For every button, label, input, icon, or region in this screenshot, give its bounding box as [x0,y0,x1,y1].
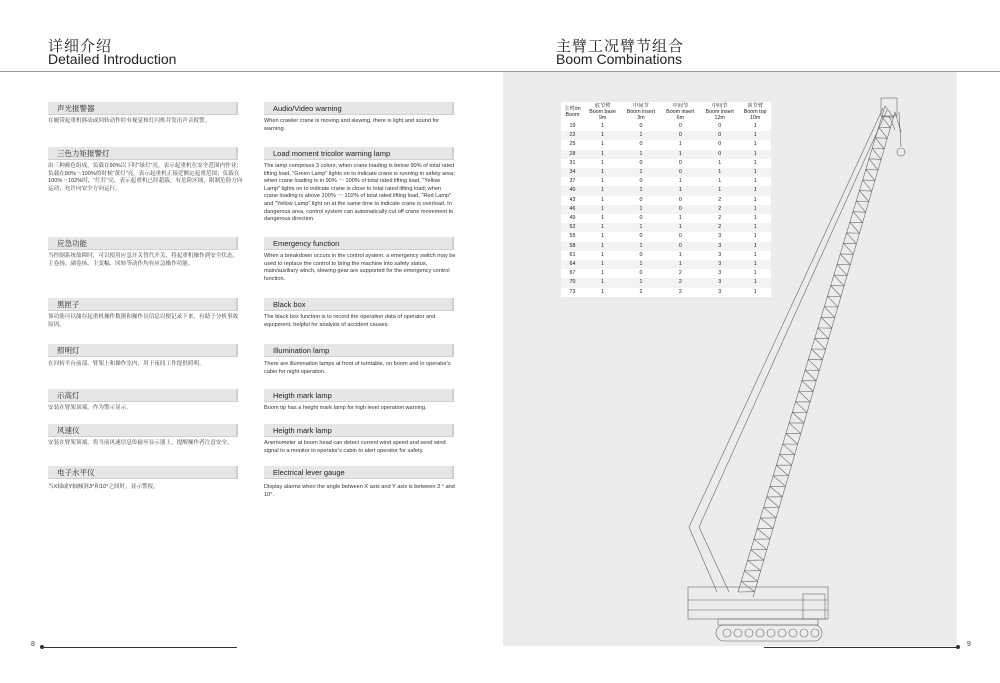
table-cell: 0 [621,251,660,260]
table-cell: 0 [621,159,660,168]
table-cell: 2 [661,278,700,287]
table-cell: 0 [621,122,660,131]
table-cell: 1 [739,177,771,186]
table-cell: 40 [561,186,584,195]
table-cell: 1 [739,140,771,149]
table-cell: 1 [584,278,621,287]
table-cell: 0 [661,122,700,131]
table-cell: 1 [661,214,700,223]
table-cell: 58 [561,242,584,251]
table-cell: 3 [700,242,739,251]
table-cell: 3 [700,232,739,241]
table-cell: 1 [621,131,660,140]
table-cell: 1 [661,177,700,186]
table-header-cell: 中间节 Boom insert 3m [621,102,660,122]
table-cell: 1 [584,131,621,140]
table-cell: 0 [621,232,660,241]
table-cell: 0 [661,196,700,205]
table-cell: 1 [584,223,621,232]
table-cell: 25 [561,140,584,149]
table-cell: 37 [561,177,584,186]
table-cell: 1 [584,159,621,168]
middle-item-body: There are illumination lamps at front of turntable, on boom and in operator's cabin for night operation. [264,361,451,375]
left-item-body: 当X轴或Y轴倾斜3°和10°之间时，显示警报。 [48,484,159,490]
middle-item-body: The black box function is to record the operation data of operator and equipment, helpful for analysis of accident causes. [264,314,436,328]
table-cell: 1 [739,260,771,269]
left-item-title: 电子水平仪 [48,466,238,479]
table-cell: 1 [584,242,621,251]
left-item-title: 三色力矩报警灯 [48,147,238,160]
table-cell: 2 [700,196,739,205]
table-cell: 1 [584,269,621,278]
table-header-cell: 主臂/m Boom [561,102,584,122]
table-cell: 0 [661,205,700,214]
table-cell: 3 [700,269,739,278]
table-cell: 0 [661,242,700,251]
table-cell: 67 [561,269,584,278]
left-item-title: 风速仪 [48,424,238,437]
table-cell: 1 [584,140,621,149]
table-cell: 1 [739,269,771,278]
table-cell: 1 [584,150,621,159]
table-header-cell: 顶节臂 Boom top 10m [739,102,771,122]
left-item-title: 声光报警器 [48,102,238,115]
table-cell: 1 [621,278,660,287]
left-item-title: 照明灯 [48,344,238,357]
table-cell: 46 [561,205,584,214]
table-cell: 19 [561,122,584,131]
middle-item-title: Heigth mark lamp [264,389,454,402]
table-cell: 43 [561,196,584,205]
table-cell: 1 [739,186,771,195]
table-cell: 2 [621,288,660,297]
table-cell: 0 [661,131,700,140]
table-cell: 1 [621,223,660,232]
table-cell: 1 [739,278,771,287]
table-cell: 1 [739,214,771,223]
table-cell: 1 [700,177,739,186]
middle-item-title: Load moment tricolor warning lamp [264,147,454,160]
table-cell: 1 [584,196,621,205]
table-cell: 1 [739,242,771,251]
table-cell: 61 [561,251,584,260]
table-cell: 1 [739,232,771,241]
table-cell: 1 [739,122,771,131]
table-cell: 1 [739,223,771,232]
table-cell: 0 [700,131,739,140]
table-cell: 1 [621,260,660,269]
table-cell: 1 [584,177,621,186]
table-cell: 1 [584,205,621,214]
table-cell: 49 [561,214,584,223]
left-item-body: 当控制系统故障时，可以使用应急开关替代开关，将起重机操作到安全状态。主卷扬、副卷扬、主变幅、回转等动作均有应急操作功能。 [48,253,239,267]
table-cell: 2 [700,205,739,214]
table-cell: 70 [561,278,584,287]
table-cell: 1 [661,260,700,269]
table-cell: 1 [739,288,771,297]
table-cell: 34 [561,168,584,177]
table-cell: 1 [739,205,771,214]
table-cell: 1 [621,242,660,251]
middle-item-title: Electrical lever gauge [264,466,454,479]
table-cell: 1 [621,186,660,195]
left-item-title: 示高灯 [48,389,238,402]
middle-item-body: The lamp comprises 3 colors, when crane loading is below 90% of total rated lifting load, "Green Lamp" lights on to indicate crane is running in safety area; when crane loading is in 90% ～ 100% of total rated lifting load, "Yellow Lamp" lights on to indicate crane is close to total rated lifting load; when crane loading is above 100% ～ 102% of total rated lifting load, "Red Lamp" and "Yellow Lamp" light on at the same time to indicate crane is overload. In dangerous area, control system can automatically cut off crane movement to dangerous direction. [264,163,455,223]
table-cell: 2 [661,269,700,278]
table-cell: 1 [661,150,700,159]
table-cell: 55 [561,232,584,241]
middle-item-title: Illumination lamp [264,344,454,357]
table-cell: 1 [621,168,660,177]
table-cell: 1 [584,122,621,131]
crawler-crane-illustration [503,72,957,646]
table-cell: 0 [700,140,739,149]
left-page-number: 8 [31,641,35,648]
table-cell: 0 [661,159,700,168]
left-item-title: 黑匣子 [48,298,238,311]
middle-item-title: Emergency function [264,237,454,250]
right-title-cn: 主臂工况臂节组合 [556,38,685,55]
left-title-cn: 详细介绍 [48,38,113,55]
right-footer-rule [764,647,958,648]
table-cell: 1 [584,214,621,223]
table-cell: 1 [739,150,771,159]
right-title-en: Boom Combinations [556,51,683,67]
table-cell: 0 [700,150,739,159]
left-title-en: Detailed Introduction [48,51,177,67]
table-cell: 1 [739,168,771,177]
table-cell: 1 [661,223,700,232]
table-cell: 2 [700,223,739,232]
table-cell: 0 [621,214,660,223]
middle-item-title: Black box [264,298,454,311]
right-footer-dot [956,645,960,649]
table-cell: 52 [561,223,584,232]
table-cell: 1 [661,186,700,195]
table-cell: 1 [584,186,621,195]
table-cell: 0 [661,232,700,241]
table-cell: 2 [700,214,739,223]
table-cell: 28 [561,150,584,159]
left-footer-rule [42,647,237,648]
middle-item-body: Boom tip has a height mark lamp for high level operation warning. [264,405,427,411]
table-cell: 1 [739,131,771,140]
table-cell: 3 [700,288,739,297]
table-cell: 31 [561,159,584,168]
table-cell: 3 [700,251,739,260]
middle-item-body: When crawler crane is moving and slewing, there is light and sound for warning. [264,118,440,132]
table-cell: 1 [739,159,771,168]
table-cell: 22 [561,131,584,140]
table-cell: 1 [584,288,621,297]
middle-item-body: When a breakdown occurs in the control system, a emergency switch may be used to replace the control to bring the machine into safety status, main/auxiliary winch, slewing gear are supported for the emergency control function. [264,253,456,282]
table-cell: 0 [621,196,660,205]
table-header-cell: 中间节 Boom insert 12m [700,102,739,122]
table-cell: 1 [621,205,660,214]
table-cell: 1 [621,150,660,159]
table-cell: 0 [621,140,660,149]
table-cell: 1 [584,168,621,177]
table-cell: 0 [621,177,660,186]
table-cell: 1 [661,140,700,149]
table-cell: 1 [700,186,739,195]
table-cell: 1 [739,251,771,260]
left-item-body: 在回转平台前部、臂架上和操作室内，用于夜间工作提供照明。 [48,361,205,367]
table-cell: 1 [661,251,700,260]
table-cell: 1 [700,168,739,177]
table-cell: 3 [700,260,739,269]
left-item-title: 应急功能 [48,237,238,250]
table-cell: 0 [621,269,660,278]
table-cell: 2 [661,288,700,297]
table-cell: 73 [561,288,584,297]
right-page-number: 9 [967,641,971,648]
left-item-body: 由三种颜色组成，负载在90%以下时“绿灯”亮，表示起重机在安全范围内作业；负载在90%～100%的时候“黄灯”亮，表示起重机正接近额定起重范围；负载在100%～102%时，“红灯”亮，表示起重机已经超载，有危险区域，限制危险方向运动，允许向安全方向运行。 [48,163,243,192]
table-cell: 0 [700,122,739,131]
table-header-cell: 中间节 Boom insert 6m [661,102,700,122]
left-item-body: 安装在臂架顶端，作为警示显示。 [48,405,132,411]
table-cell: 3 [700,278,739,287]
left-item-body: 在履带起重机移动或回转动作时有视觉和灯闪烁并发出声音报警。 [48,118,211,124]
table-cell: 1 [700,159,739,168]
table-cell: 64 [561,260,584,269]
table-cell: 1 [584,232,621,241]
table-header-cell: 底节臂 Boom base 9m [584,102,621,122]
left-item-body: 安装在臂架顶端，将当前风速信息传输至显示器上，提醒操作者注意安全。 [48,440,233,446]
middle-item-title: Audio/Video warning [264,102,454,115]
middle-item-title: Heigth mark lamp [264,424,454,437]
table-cell: 1 [584,251,621,260]
left-item-body: 该功能可以储存起重机操作数据和操作员信息以便记录下来，有助于分析事故原因。 [48,314,239,328]
table-cell: 1 [584,260,621,269]
middle-item-body: Anemometer at boom head can detect current wind speed and send wind signal to a monitor in operator's cabin to alert operator for safety. [264,440,446,454]
table-cell: 1 [739,196,771,205]
middle-item-body: Display alarms when the angle between X axis and Y axis is between 3 ° and 10°. [264,484,455,498]
table-cell: 0 [661,168,700,177]
